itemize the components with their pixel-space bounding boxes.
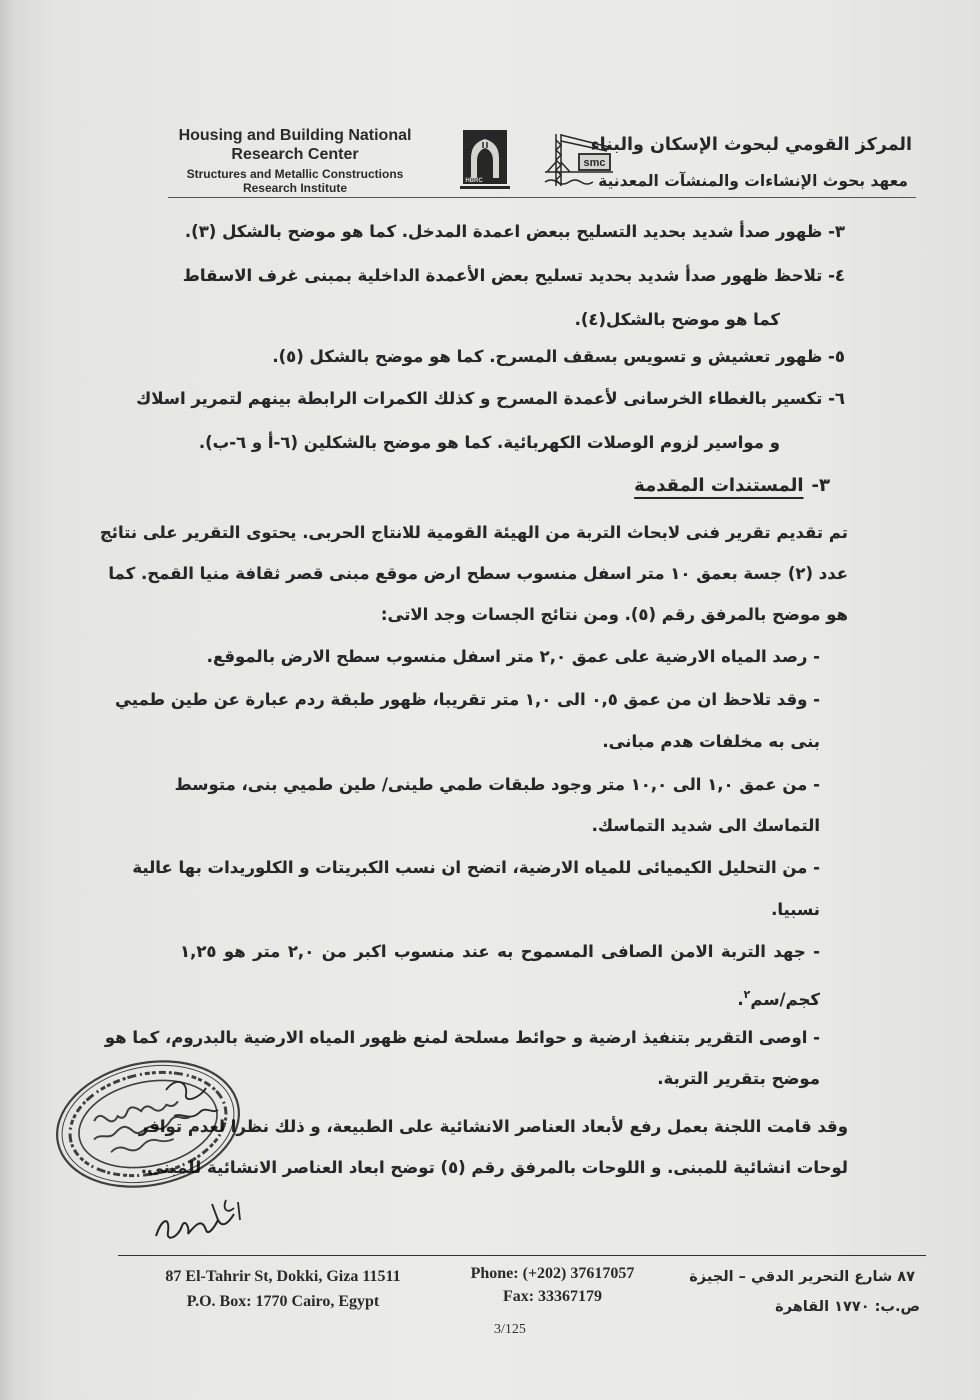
footer-address-ar-line-2: ص.ب: ١٧٧٠ القاهرة	[775, 1299, 920, 1315]
footer-fax: Fax: 33367179	[502, 1288, 603, 1305]
footer-address-en-line-1: 87 El-Tahrir St, Dokki, Giza 11511	[165, 1268, 401, 1285]
result-bullet-3-line-2: التماسك الى شديد التماسك.	[591, 816, 820, 835]
official-seal-stamp	[46, 1050, 250, 1200]
header-divider	[168, 197, 916, 198]
smc-logo-text: smc	[583, 157, 606, 169]
closing-line-1: وقد قامت اللجنة بعمل رفع لأبعاد العناصر الانشائية على الطبيعة، و ذلك نظرا لعدم توافر	[138, 1117, 848, 1136]
institution-name-en-line-1: Housing and Building National	[178, 127, 412, 144]
hbrc-logo-text: HBRC	[465, 178, 483, 184]
result-bullet-6-line-1: - اوصى التقرير بتنفيذ ارضية و حوائط مسلحة لمنع ظهور المياه الارضية بالبدروم، كما هو	[104, 1028, 820, 1047]
result-bullet-1: - رصد المياه الارضية على عمق ٢,٠ متر اسفل منسوب سطح الارض بالموقع.	[206, 647, 820, 666]
observation-3: ٣- ظهور صدأ شديد بحديد التسليح ببعض اعمدة المدخل. كما هو موضح بالشكل (٣).	[184, 222, 845, 241]
stamp-rings	[46, 1050, 250, 1200]
footer-address-ar-line-1: ٨٧ شارع التحرير الدقي – الجيزة	[689, 1269, 915, 1285]
section-heading	[330, 470, 830, 502]
observation-4-line-2: كما هو موضح بالشكل(٤).	[574, 310, 780, 329]
section-number: ٣-	[811, 475, 830, 496]
intro-line-3: هو موضح بالمرفق رقم (٥). ومن نتائج الجسات وجد الاتى:	[380, 605, 848, 624]
section-title: المستندات المقدمة	[634, 475, 804, 496]
result-bullet-4-line-1: - من التحليل الكيميائى للمياه الارضية، اتضح ان نسب الكبريتات و الكلوريدات بها عالية	[132, 858, 820, 877]
unit-base: كجم/سم	[750, 990, 820, 1009]
institution-name-en-line-2: Research Center	[231, 146, 359, 163]
institute-name-en-line-2: Research Institute	[242, 181, 348, 195]
footer-address-en-line-2: P.O. Box: 1770 Cairo, Egypt	[186, 1293, 380, 1310]
result-bullet-6-line-2: موضح بتقرير التربة.	[657, 1069, 820, 1088]
stamp-handwriting	[166, 1082, 218, 1117]
result-bullet-2-line-2: بنى به مخلفات هدم مبانى.	[602, 732, 820, 751]
hbrc-logo	[458, 128, 512, 194]
handwritten-signature	[150, 1190, 250, 1252]
unit-exponent: ٢	[743, 988, 751, 1001]
footer-phone: Phone: (+202) 37617057	[470, 1265, 635, 1282]
result-bullet-4-line-2: نسبيا.	[771, 900, 820, 919]
closing-line-2: لوحات انشائية للمبنى. و اللوحات بالمرفق رقم (٥) توضح ابعاد العناصر الانشائية للمبنى.	[140, 1158, 848, 1177]
institution-name-ar: المركز القومي لبحوث الإسكان والبناء	[590, 135, 912, 155]
result-bullet-3-line-1: - من عمق ١,٠ الى ١٠,٠ متر وجود طبقات طمي طينى/ طين طميي بنى، متوسط	[174, 775, 820, 794]
intro-line-2: عدد (٢) جسة بعمق ١٠ متر اسفل منسوب سطح ارض موقع مبنى قصر ثقافة منيا القمح. كما	[108, 564, 848, 583]
observation-6-line-1: ٦- تكسير بالغطاء الخرسانى لأعمدة المسرح و كذلك الكمرات الرابطة بينهم لتمرير اسلاك	[136, 389, 845, 408]
result-bullet-5-line-2	[180, 979, 820, 1011]
intro-line-1: تم تقديم تقرير فنى لابحاث التربة من الهيئة القومية للانتاج الحربى. يحتوى التقرير على نتائج	[99, 523, 848, 542]
result-bullet-5-line-1: - جهد التربة الامن الصافى المسموح به عند منسوب اكبر من ٢,٠ متر هو ١,٢٥	[180, 942, 821, 961]
result-bullet-2-line-1: - وقد تلاحظ ان من عمق ٠,٥ الى ١,٠ متر تقريبا، ظهور طبقة ردم عبارة عن طين طميي	[115, 690, 820, 709]
institute-name-ar: معهد بحوث الإنشاءات والمنشآت المعدنية	[598, 172, 908, 190]
page-number: 3/125	[494, 1322, 526, 1337]
observation-6-line-2: و مواسير لزوم الوصلات الكهربائية. كما هو موضح بالشكلين (٦-أ و ٦-ب).	[198, 433, 780, 452]
unit-end: .	[737, 990, 744, 1009]
observation-5: ٥- ظهور تعشيش و تسويس بسقف المسرح. كما هو موضح بالشكل (٥).	[272, 347, 845, 366]
institute-name-en-line-1: Structures and Metallic Constructions	[186, 167, 404, 181]
observation-4-line-1: ٤- تلاحظ ظهور صدأ شديد بحديد تسليح بعض الأعمدة الداخلية بمبنى غرف الاسقاط	[182, 266, 845, 285]
footer-divider	[118, 1255, 926, 1256]
